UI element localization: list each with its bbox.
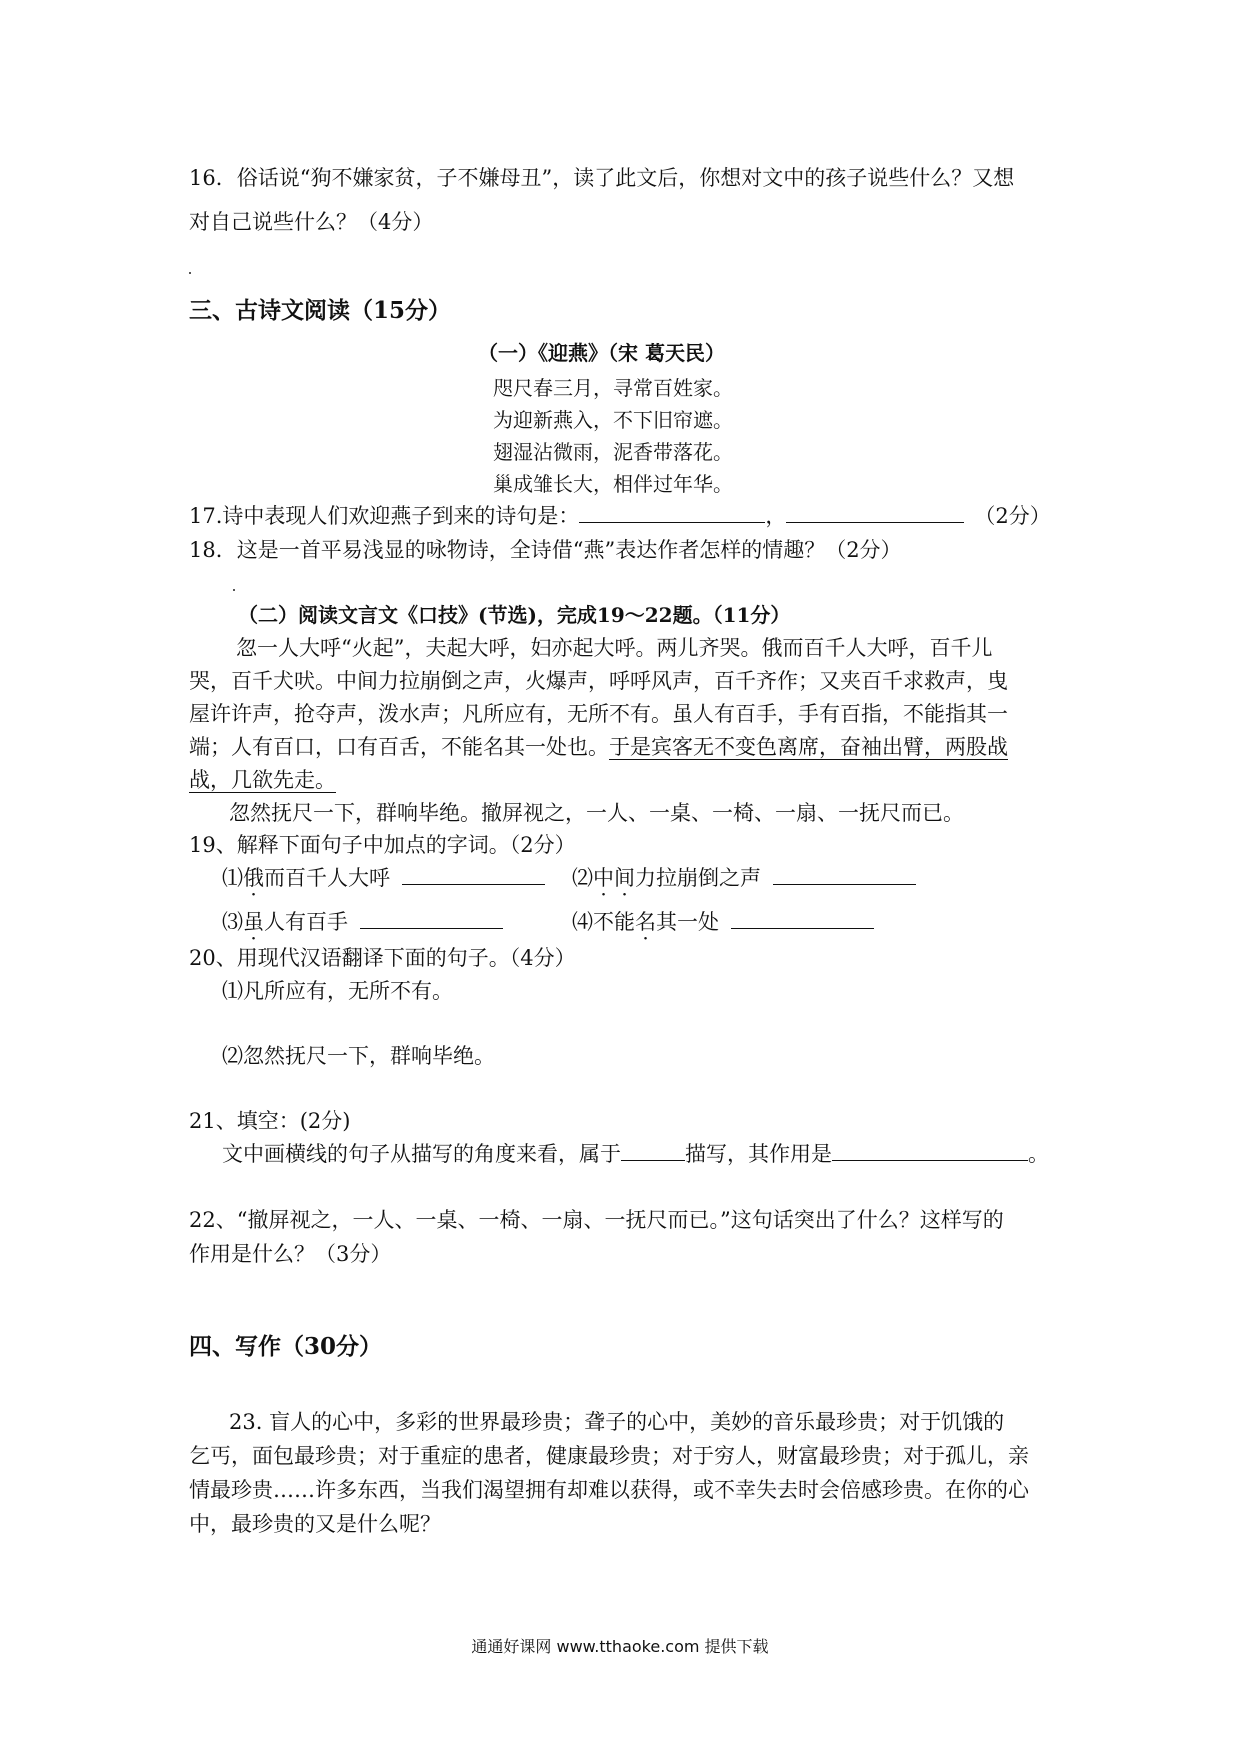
- poem-line-2: 为迎新燕入，不下旧帘遮。: [493, 408, 733, 432]
- kouji-heading: （二）阅读文言文《口技》(节选)，完成19～22题。（11分）: [238, 603, 791, 627]
- q20-sentence-1: ⑴凡所应有，无所不有。: [222, 979, 453, 1003]
- kouji-p1-line3: 屋许许声，抢夺声，泼水声；凡所应有，无所不有。虽人有百手，手有百指，不能指其一: [189, 702, 1008, 726]
- q23-line1: 23. 盲人的心中，多彩的世界最珍贵；聋子的心中，美妙的音乐最珍贵；对于饥饿的: [229, 1410, 1005, 1434]
- q19-item-1: [222, 862, 545, 894]
- poem-line-3: 翅湿沾微雨，泥香带落花。: [493, 440, 733, 464]
- q21-answer-blank-1[interactable]: [621, 1140, 685, 1161]
- q17-answer-blank-2[interactable]: [786, 502, 964, 523]
- q19-answer-blank-4[interactable]: [731, 908, 874, 929]
- dotted-char: 中: [593, 866, 614, 890]
- q23-line4: 中，最珍贵的又是什么呢？: [189, 1512, 441, 1536]
- q17-answer-blank-1[interactable]: [579, 502, 765, 523]
- q19-item-4: [572, 906, 874, 938]
- q19-item-2-number: ⑵: [572, 866, 593, 890]
- poem-heading: （一）《迎燕》（宋 葛天民）: [478, 341, 725, 365]
- scan-speck: [233, 589, 235, 591]
- q19-item-1-number: ⑴: [222, 866, 243, 890]
- q21-pre: 文中画横线的句子从描写的角度来看，属于: [222, 1142, 621, 1166]
- dotted-char: 俄: [243, 866, 264, 890]
- q18-line: 18．这是一首平易浅显的咏物诗，全诗借“燕”表达作者怎样的情趣？（2分）: [189, 538, 902, 562]
- q21-mid: 描写，其作用是: [685, 1142, 832, 1166]
- q19-item-3-text: 人有百手: [264, 910, 348, 934]
- q19-item-4-number: ⑷: [572, 910, 593, 934]
- q17-comma: ，: [765, 504, 787, 528]
- q23-line2: 乞丐，面包最珍贵；对于重症的患者，健康最珍贵；对于穷人，财富最珍贵；对于孤儿，亲: [189, 1444, 1029, 1468]
- q19-answer-blank-1[interactable]: [402, 864, 545, 885]
- q22-line2: 作用是什么？（3分）: [189, 1242, 392, 1266]
- underlined-sentence-end: 战，几欲先走。: [189, 768, 336, 792]
- q19-item-3: [222, 906, 503, 938]
- scan-speck: [189, 272, 191, 274]
- kouji-p1-line1: 忽一人大呼“火起”，夫起大呼，妇亦起大呼。两儿齐哭。俄而百千人大呼，百千儿: [236, 636, 993, 660]
- dotted-char: 虽: [243, 910, 264, 934]
- kouji-p2: 忽然抚尺一下，群响毕绝。撤屏视之，一人、一桌、一椅、一扇、一抚尺而已。: [229, 801, 964, 825]
- q21-title: 21、填空：(2分): [189, 1109, 351, 1133]
- q21-end: 。: [1028, 1142, 1049, 1166]
- page-footer: 通通好课网 www.tthaoke.com 提供下载: [471, 1637, 769, 1656]
- poem-line-4: 巢成雏长大，相伴过年华。: [493, 472, 733, 496]
- underlined-sentence: 于是宾客无不变色离席，奋袖出臂，两股战: [609, 735, 1008, 759]
- q22-line1: 22、“撤屏视之，一人、一桌、一椅、一扇、一抚尺而已。”这句话突出了什么？这样写的: [189, 1208, 1004, 1232]
- dotted-char: 间: [614, 866, 635, 890]
- q19-item-1-text: 而百千人大呼: [264, 866, 390, 890]
- kouji-p1-line4: [189, 731, 1008, 763]
- kouji-p1-line4-plain: 端；人有百口，口有百舌，不能名其一处也。: [189, 735, 609, 759]
- section4-title: 四、写作（30分）: [189, 1333, 383, 1360]
- q17-line: [189, 500, 1051, 532]
- poem-line-1: 咫尺春三月，寻常百姓家。: [493, 376, 733, 400]
- q19-answer-blank-3[interactable]: [360, 908, 503, 929]
- q19-answer-blank-2[interactable]: [773, 864, 916, 885]
- section3-title: 三、古诗文阅读（15分）: [189, 297, 452, 324]
- q19-item-4-text: 其一处: [656, 910, 719, 934]
- q20-title: 20、用现代汉语翻译下面的句子。（4分）: [189, 946, 576, 970]
- q17-score: （2分）: [974, 504, 1051, 528]
- q19-item-2-text: 力拉崩倒之声: [635, 866, 761, 890]
- kouji-p1-line5: [189, 764, 336, 796]
- q19-item-3-number: ⑶: [222, 910, 243, 934]
- q21-answer-blank-2[interactable]: [832, 1140, 1028, 1161]
- q16-line2: 对自己说些什么？（4分）: [189, 210, 434, 234]
- q23-line3: 情最珍贵……许多东西，当我们渴望拥有却难以获得，或不幸失去时会倍感珍贵。在你的心: [189, 1478, 1029, 1502]
- q21-line: [222, 1138, 1049, 1170]
- q20-sentence-2: ⑵忽然抚尺一下，群响毕绝。: [222, 1044, 495, 1068]
- dotted-char: 名: [635, 910, 656, 934]
- q17-prefix: 17.诗中表现人们欢迎燕子到来的诗句是：: [189, 504, 580, 528]
- q19-title: 19、解释下面句子中加点的字词。（2分）: [189, 833, 576, 857]
- q19-item-2: [572, 862, 916, 894]
- q16-line1: 16．俗话说“狗不嫌家贫，子不嫌母丑”，读了此文后，你想对文中的孩子说些什么？又想: [189, 166, 1015, 190]
- kouji-p1-line2: 哭，百千犬吠。中间力拉崩倒之声，火爆声，呼呼风声，百千齐作；又夹百千求救声，曳: [189, 669, 1008, 693]
- q19-item-4-pre: 不能: [593, 910, 635, 934]
